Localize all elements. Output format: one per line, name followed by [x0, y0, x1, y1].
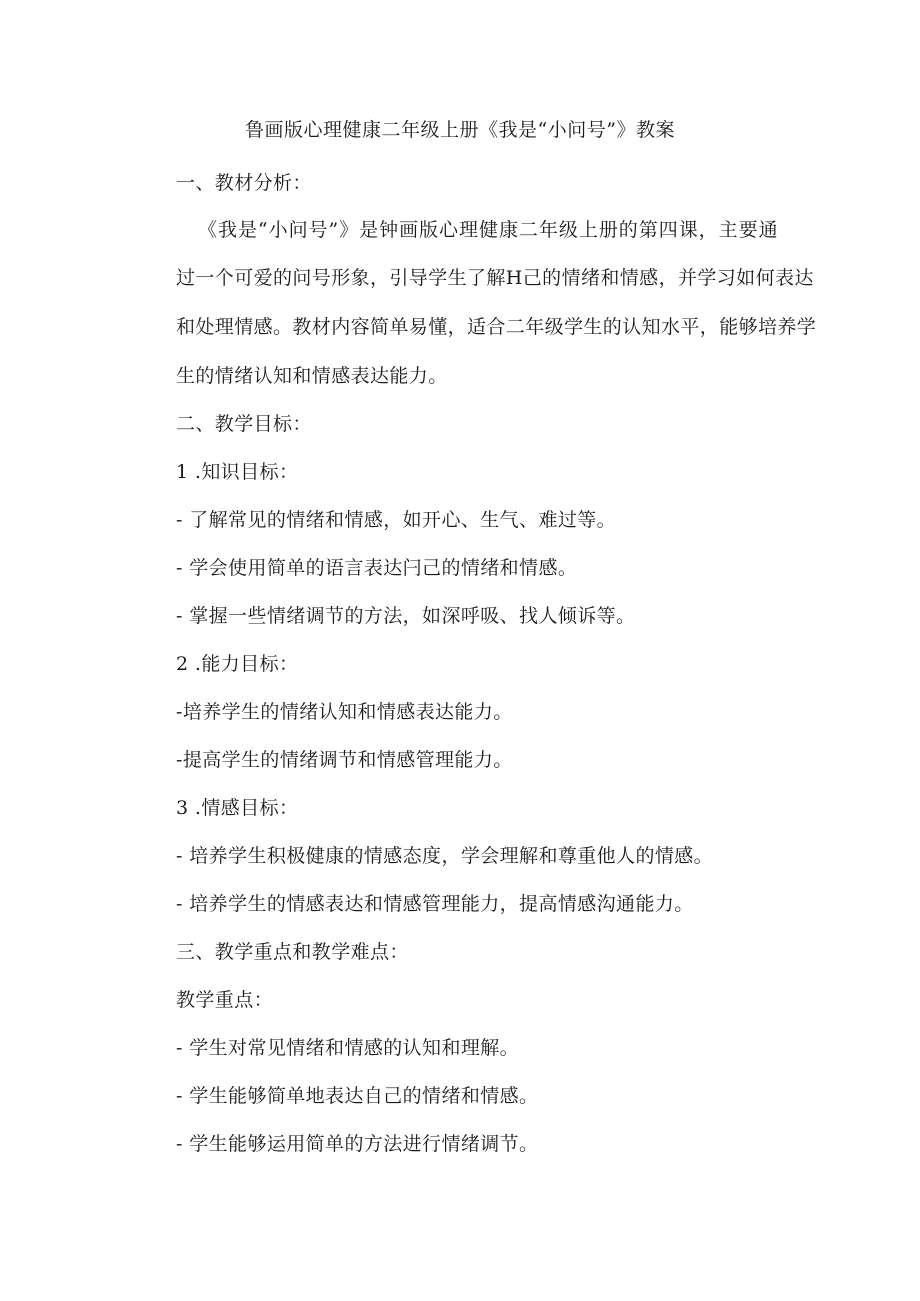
list-item: - 培养学生积极健康的情感态度，学会理解和尊重他人的情感。: [176, 845, 714, 867]
list-item: - 了解常见的情绪和情感，如开心、生气、难过等。: [176, 509, 617, 531]
paragraph-line-3: 和处理情感。教材内容简单易懂，适合二年级学生的认知水平，能够培养学: [176, 316, 817, 338]
section-heading-teaching-goals: 二、教学目标：: [176, 413, 312, 435]
list-item: - 掌握一些情绪调节的方法，如深呼吸、找人倾诉等。: [176, 605, 636, 627]
section-heading-key-points: 三、教学重点和教学难点：: [176, 941, 409, 963]
paragraph-line-4: 生的情绪认知和情感表达能力。: [176, 365, 448, 387]
section-heading-material-analysis: 一、教材分析：: [176, 172, 312, 194]
list-item: - 培养学生的情感表达和情感管理能力，提高情感沟通能力。: [176, 893, 694, 915]
list-item: -培养学生的情绪认知和情感表达能力。: [176, 701, 513, 723]
paragraph-line-2: 过一个可爱的问号形象，引导学生了解H己的情绪和情感，并学习如何表达: [176, 267, 814, 289]
list-item: - 学会使用简单的语言表达闩己的情绪和情感。: [176, 557, 578, 579]
paragraph-line-1: 《我是“小问号”》是钟画版心理健康二年级上册的第四课，主要通: [198, 219, 778, 241]
document-title: 鲁画版心理健康二年级上册《我是“小问号”》教案: [245, 119, 675, 141]
list-item: -提高学生的情绪调节和情感管理能力。: [176, 749, 513, 771]
goal-heading-emotion: 3 .情感目标：: [176, 797, 299, 819]
focus-heading: 教学重点：: [176, 989, 274, 1011]
list-item: - 学生能够简单地表达自己的情绪和情感。: [176, 1085, 539, 1107]
goal-heading-ability: 2 .能力目标：: [176, 653, 299, 675]
list-item: - 学生能够运用简单的方法进行情绪调节。: [176, 1133, 539, 1155]
list-item: - 学生对常见情绪和情感的认知和理解。: [176, 1037, 520, 1059]
goal-heading-knowledge: 1 .知识目标：: [176, 461, 299, 483]
